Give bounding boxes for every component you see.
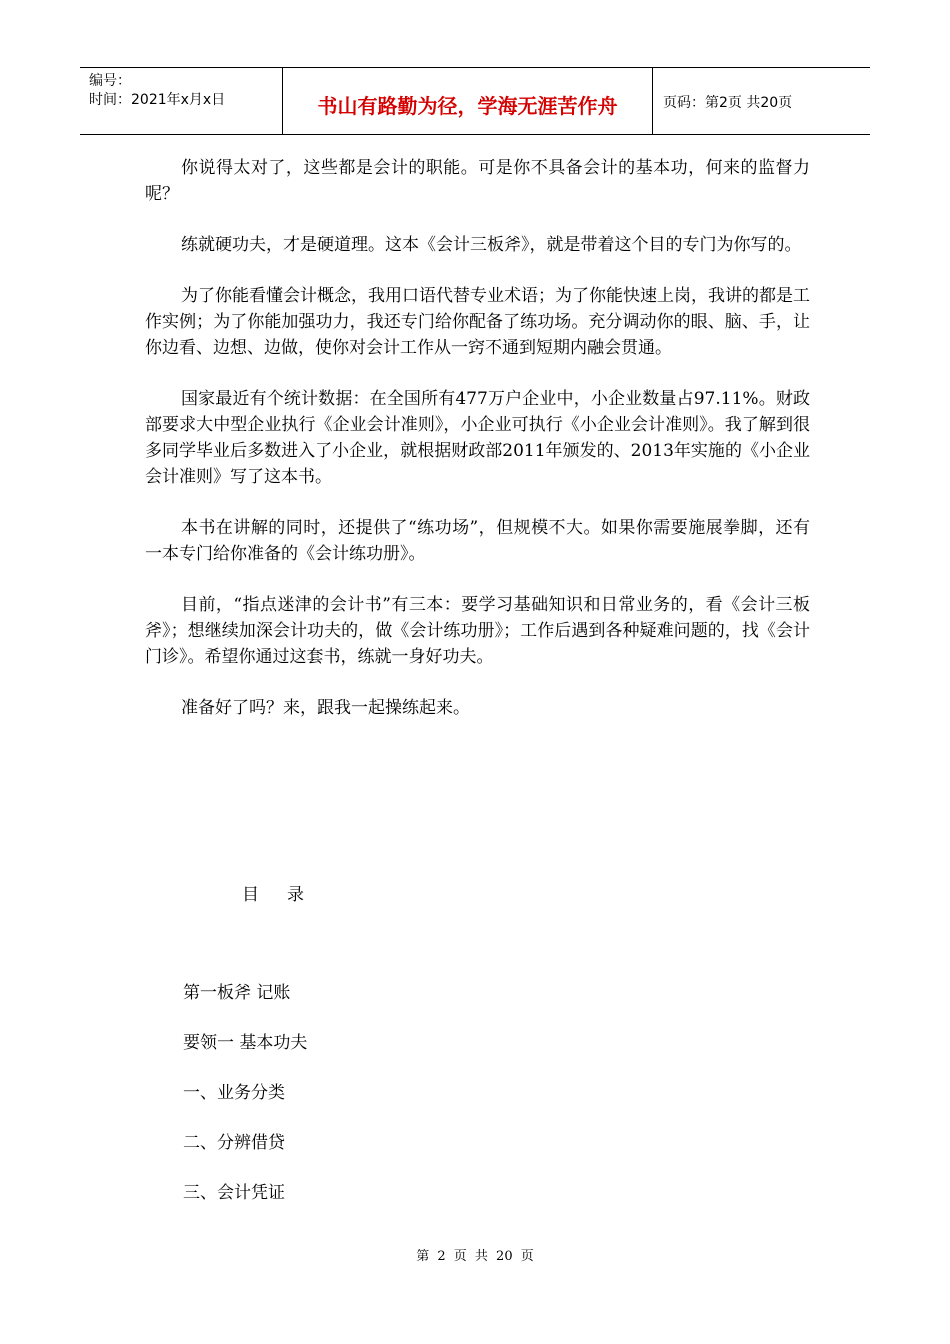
page-header — [80, 67, 870, 135]
body-text — [145, 155, 810, 746]
serial-label: 编号： — [89, 73, 131, 89]
time-label: 时间：2021年x月x日 — [89, 92, 226, 108]
toc-item: 要领一 基本功夫 — [183, 1033, 308, 1053]
header-meta — [80, 68, 283, 134]
toc-item: 三、会计凭证 — [183, 1183, 285, 1203]
paragraph: 国家最近有个统计数据：在全国所有477万户企业中，小企业数量占97.11%。财政部要求大中型企业执行《企业会计准则》，小企业可执行《小企业会计准则》。我了解到很多同学毕业后多数进入了小企业，就根据财政部2011年颁发的、2013年实施的《小企业会计准则》写了这本书。 — [145, 389, 810, 487]
page-footer: 第 2 页 共 20 页 — [416, 1249, 534, 1264]
paragraph: 练就硬功夫，才是硬道理。这本《会计三板斧》，就是带着这个目的专门为你写的。 — [181, 235, 802, 255]
header-page-info: 页码：第2页 共20页 — [663, 95, 793, 111]
header-motto: 书山有路勤为径，学海无涯苦作舟 — [283, 68, 653, 134]
toc-item: 第一板斧 记账 — [183, 983, 291, 1003]
toc-item: 一、业务分类 — [183, 1083, 285, 1103]
paragraph: 准备好了吗？来，跟我一起操练起来。 — [181, 698, 470, 718]
paragraph: 你说得太对了，这些都是会计的职能。可是你不具备会计的基本功，何来的监督力呢？ — [145, 158, 810, 204]
toc-title: 目录 — [242, 885, 332, 905]
paragraph: 为了你能看懂会计概念，我用口语代替专业术语；为了你能快速上岗，我讲的都是工作实例；为了你能加强功力，我还专门给你配备了练功场。充分调动你的眼、脑、手，让你边看、边想、边做，使你对会计工作从一窍不通到短期内融会贯通。 — [145, 286, 810, 358]
paragraph: 目前，“指点迷津的会计书”有三本：要学习基础知识和日常业务的，看《会计三板斧》；想继续加深会计功夫的，做《会计练功册》；工作后遇到各种疑难问题的，找《会计门诊》。希望你通过这套书，练就一身好功夫。 — [145, 595, 810, 667]
toc-item: 二、分辨借贷 — [183, 1133, 285, 1153]
paragraph: 本书在讲解的同时，还提供了“练功场”，但规模不大。如果你需要施展拳脚，还有一本专门给你准备的《会计练功册》。 — [145, 518, 810, 564]
